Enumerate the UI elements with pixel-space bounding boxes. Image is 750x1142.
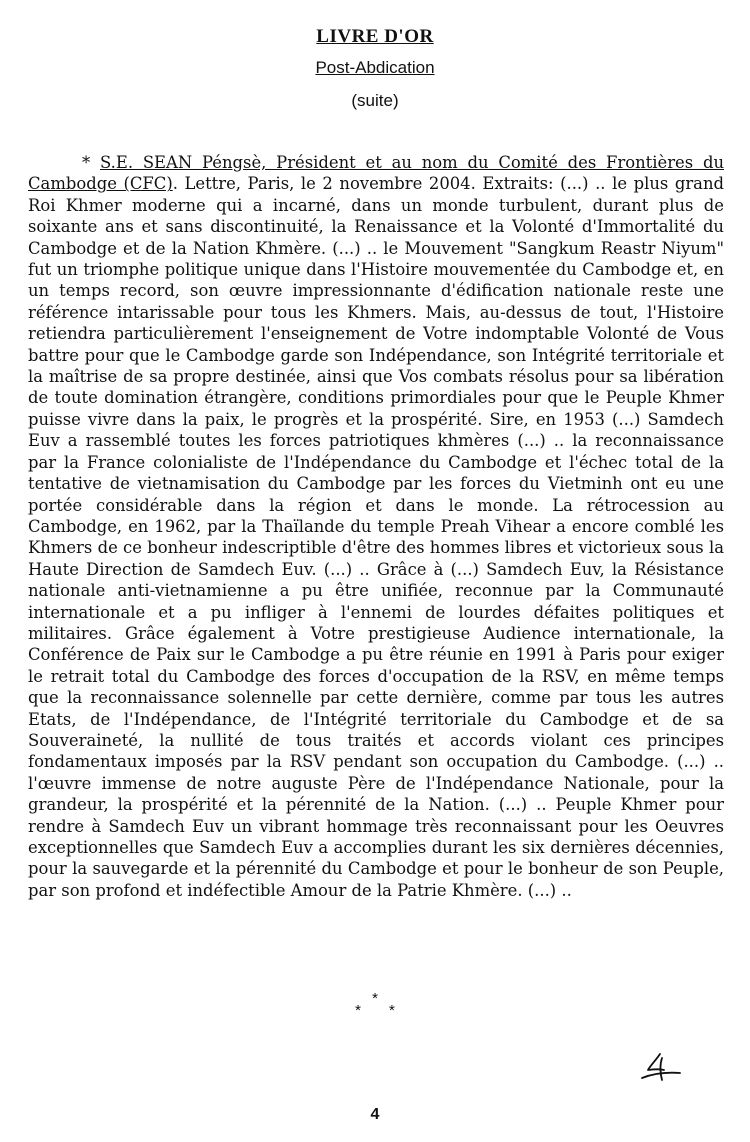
page-subtitle: Post-Abdication <box>315 58 435 77</box>
separator-star-top: * <box>372 990 378 1007</box>
separator-star-left: * <box>355 1002 361 1019</box>
separator-star-right: * <box>389 1002 395 1019</box>
page-number: 4 <box>370 1106 380 1123</box>
suite-label: (suite) <box>351 91 399 110</box>
entry-author: S.E. SEAN Péngsè, Président et au nom du Comité des Frontières du Cambodge (CFC) <box>28 153 724 194</box>
entry-paragraph <box>28 152 724 901</box>
section-separator <box>0 990 750 1019</box>
initials-mark <box>638 1052 682 1082</box>
page-title: LIVRE D'OR <box>316 26 434 47</box>
entry-bullet: * <box>82 153 100 172</box>
entry-text: . Lettre, Paris, le 2 novembre 2004. Extraits: (...) .. le plus grand Roi Khmer moderne qui a incarné, dans un monde turbulent, durant plus de soixante ans et sans discontinuité, la Renaissance et la Volonté d'Immortalité du Cambodge et de la Nation Khmère. (...) .. le Mouvement "Sangkum Reastr Niyum" fut un triomphe politique unique dans l'Histoire mouvementée du Cambodge et, en un temps record, son œuvre impressionnante d'édification nationale reste une référence intarissable pour tous les Khmers. Mais, au-dessus de tout, l'Histoire retiendra particulièrement l'enseignement de Votre indomptable Volonté de Vous battre pour que le Cambodge garde son Indépendance, son Intégrité territoriale et la maîtrise de sa propre destinée, ainsi que Vos combats résolus pour sa libération de toute domination étrangère, conditions primordiales pour que le Peuple Khmer puisse vivre dans la paix, le progrès et la prospérité. Sire, en 1953 (...) Samdech Euv a rassemblé toutes les forces patriotiques khmères (...) .. la reconnaissance par la France colonialiste de l'Indépendance du Cambodge et l'échec total de la tentative de vietnamisation du Cambodge par les forces du Vietminh ont eu une portée considérable dans la région et dans le monde. La rétrocession au Cambodge, en 1962, par la Thaïlande du temple Preah Vihear a encore comblé les Khmers de ce bonheur indescriptible d'être des hommes libres et victorieux sous la Haute Direction de Samdech Euv. (...) .. Grâce à (...) Samdech Euv, la Résistance nationale anti-vietnamienne a pu être unifiée, reconnue par la Communauté internationale et a pu infliger à l'ennemi de lourdes défaites politiques et militaires. Grâce également à Votre prestigieuse Audience internationale, la Conférence de Paix sur le Cambodge a pu être réunie en 1991 à Paris pour exiger le retrait total du Cambodge des forces d'occupation de la RSV, en même temps que la reconnaissance solennelle par cette dernière, comme par tous les autres Etats, de l'Indépendance, de l'Intégrité territoriale du Cambodge et de sa Souveraineté, la nullité de tous traités et accords violant ces principes fondamentaux imposés par la RSV pendant son occupation du Cambodge. (...) .. l'œuvre immense de notre auguste Père de l'Indépendance Nationale, pour la grandeur, la prospérité et la pérennité de la Nation. (...) .. Peuple Khmer pour rendre à Samdech Euv un vibrant hommage très reconnaissant pour les Oeuvres exceptionnelles que Samdech Euv a accomplies durant les six dernières décennies, pour la sauvegarde et la pérennité du Cambodge et pour le bonheur de son Peuple, par son profond et indéfectible Amour de la Patrie Khmère. (...) .. <box>28 174 724 900</box>
